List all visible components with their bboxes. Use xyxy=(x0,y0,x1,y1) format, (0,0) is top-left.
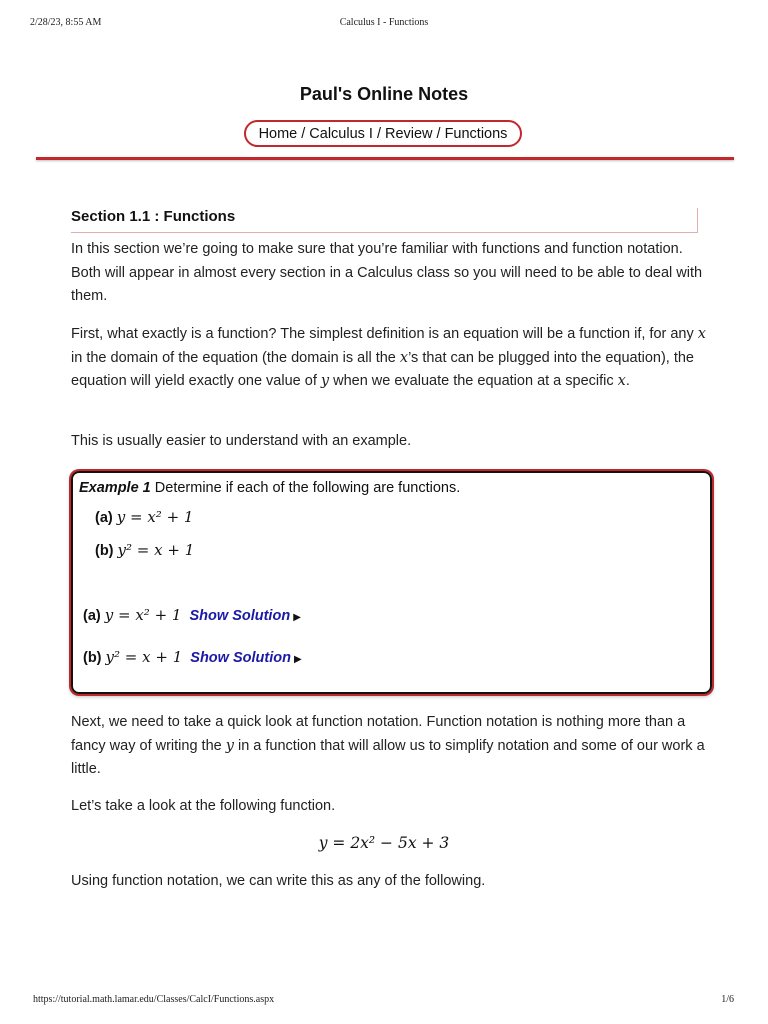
example-part-a xyxy=(95,508,193,526)
example-intro-paragraph: This is usually easier to understand with an example. xyxy=(71,433,412,449)
section-heading-text: Section 1.1 : Functions xyxy=(71,208,236,225)
example-box xyxy=(71,471,712,694)
heading-edge-divider xyxy=(697,208,698,233)
solution-a-equation: y = x² + 1 xyxy=(104,606,182,624)
part-a-label: (a) xyxy=(95,510,113,526)
breadcrumb-review[interactable]: Review xyxy=(384,125,433,142)
math-var: x xyxy=(697,326,706,342)
breadcrumb-separator: / xyxy=(301,125,306,142)
math-var: y xyxy=(320,373,330,389)
breadcrumb-home[interactable]: Home xyxy=(258,125,298,142)
math-var: x xyxy=(617,373,626,389)
breadcrumb-separator: / xyxy=(436,125,441,142)
breadcrumb-functions[interactable]: Functions xyxy=(444,125,508,142)
solution-row-b xyxy=(83,648,302,666)
example-label: Example 1 xyxy=(79,480,151,496)
notation-forms-paragraph: Using function notation, we can write this as any of the following. xyxy=(71,873,486,889)
example-part-b xyxy=(95,541,194,559)
example-header xyxy=(79,480,460,496)
breadcrumb xyxy=(244,120,522,147)
example-prompt: Determine if each of the following are functions. xyxy=(154,480,461,496)
print-page-number: 1/6 xyxy=(721,994,734,1005)
text-run: when we evaluate the equation at a specific xyxy=(329,373,618,389)
text-run: . xyxy=(625,373,630,389)
part-b-label: (b) xyxy=(95,543,114,559)
intro-paragraph: In this section we’re going to make sure that you’re familiar with functions and function notation. Both will appear in almost every section in a Calculus class so you will need to be able to deal with them. xyxy=(71,241,703,304)
text-run: Next, we need to take a quick look at function notation. Function notation is nothing more than a fancy way of writing the xyxy=(71,714,686,754)
text-run: in the domain of the equation (the domain is all the xyxy=(71,349,400,366)
print-date: 2/28/23, 8:55 AM xyxy=(30,17,102,28)
print-header xyxy=(0,17,768,31)
expand-arrow-icon[interactable]: ▶ xyxy=(293,612,301,623)
print-doc-title: Calculus I - Functions xyxy=(339,17,429,28)
solution-b-label: (b) xyxy=(83,650,102,666)
section-heading xyxy=(71,208,698,233)
breadcrumb-calculus-1[interactable]: Calculus I xyxy=(309,125,373,142)
show-solution-a-link[interactable]: Show Solution xyxy=(189,608,291,624)
header-divider xyxy=(36,157,734,160)
print-footer xyxy=(0,994,768,1008)
function-intro-paragraph: Let’s take a look at the following function. xyxy=(71,798,336,814)
solution-b-equation: y² = x + 1 xyxy=(105,648,183,666)
expand-arrow-icon[interactable]: ▶ xyxy=(293,654,302,665)
print-url: https://tutorial.math.lamar.edu/Classes/CalcI/Functions.aspx xyxy=(33,994,275,1005)
breadcrumb-separator: / xyxy=(376,125,381,142)
solution-row-a xyxy=(83,606,301,624)
display-equation: y = 2x² − 5x + 3 xyxy=(318,834,450,852)
text-run: First, what exactly is a function? The simplest definition is an equation will be a function if, for any xyxy=(71,326,698,342)
text-run: ’s that can be plugged into the equation), the equation will yield exactly one value of xyxy=(71,349,694,389)
notation-paragraph xyxy=(71,711,711,782)
part-b-equation: y² = x + 1 xyxy=(117,541,195,559)
math-var: y xyxy=(225,737,234,754)
solution-a-label: (a) xyxy=(83,608,101,624)
math-var: x xyxy=(399,349,409,366)
definition-paragraph xyxy=(71,323,711,394)
site-title[interactable]: Paul's Online Notes xyxy=(299,84,469,104)
part-a-equation: y = x² + 1 xyxy=(116,508,194,526)
show-solution-b-link[interactable]: Show Solution xyxy=(190,650,291,666)
text-run: in a function that will allow us to simplify notation and some of our work a little. xyxy=(71,737,705,777)
